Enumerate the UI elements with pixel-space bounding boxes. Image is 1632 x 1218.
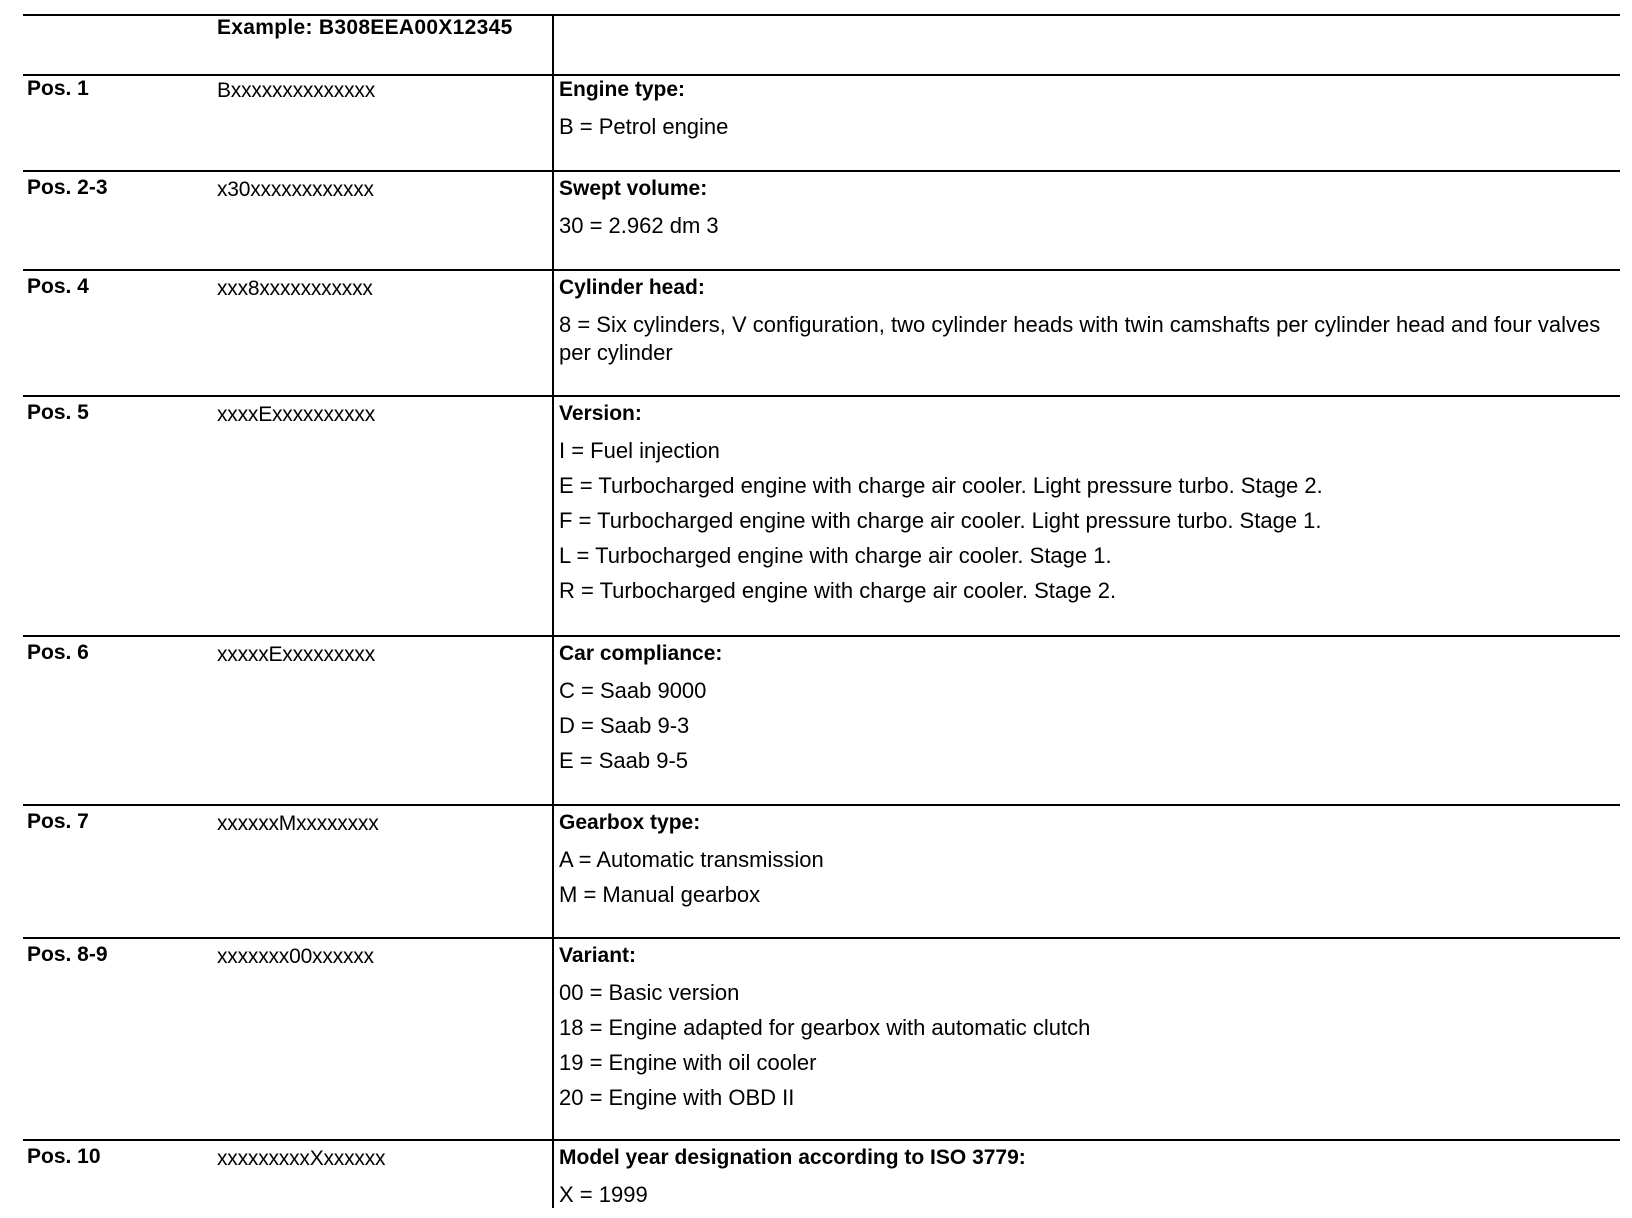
description-heading: Cylinder head: (559, 276, 705, 299)
description-line: A = Automatic transmission (559, 847, 824, 872)
description-line: 18 = Engine adapted for gearbox with automatic clutch (559, 1015, 1091, 1040)
description-line: 30 = 2.962 dm 3 (559, 213, 719, 238)
position-label: Pos. 4 (27, 275, 89, 298)
description-line: 8 = Six cylinders, V configuration, two cylinder heads with twin camshafts per cylinder head and four valves per cylinder (559, 312, 1601, 365)
description-line: E = Saab 9-5 (559, 748, 689, 773)
description-line: M = Manual gearbox (559, 882, 761, 907)
description-heading: Model year designation according to ISO 3779: (559, 1146, 1026, 1169)
code-pattern: xxxxxExxxxxxxxx (217, 643, 376, 666)
description-line: X = 1999 (559, 1182, 648, 1207)
description (559, 276, 1609, 374)
description (559, 402, 1609, 612)
description-line: 19 = Engine with oil cooler (559, 1050, 817, 1075)
description-line: C = Saab 9000 (559, 678, 707, 703)
row-divider (23, 170, 1620, 172)
code-pattern: Bxxxxxxxxxxxxxx (217, 79, 376, 102)
description-line: L = Turbocharged engine with charge air cooler. Stage 1. (559, 543, 1112, 568)
description-line: 00 = Basic version (559, 980, 740, 1005)
code-pattern: xxx8xxxxxxxxxxx (217, 277, 373, 300)
example-code: Example: B308EEA00X12345 (217, 16, 513, 39)
description-line: E = Turbocharged engine with charge air cooler. Light pressure turbo. Stage 2. (559, 473, 1323, 498)
position-label: Pos. 10 (27, 1145, 101, 1168)
position-label: Pos. 5 (27, 401, 89, 424)
description (559, 944, 1609, 1119)
description (559, 642, 1609, 782)
row-divider (23, 74, 1620, 76)
row-divider (23, 635, 1620, 637)
description-line: I = Fuel injection (559, 438, 720, 463)
description-heading: Gearbox type: (559, 811, 701, 834)
description-line: D = Saab 9-3 (559, 713, 690, 738)
code-pattern: x30xxxxxxxxxxxx (217, 178, 374, 201)
position-label: Pos. 2-3 (27, 176, 108, 199)
description-line: 20 = Engine with OBD II (559, 1085, 795, 1110)
description (559, 78, 1609, 148)
description (559, 811, 1609, 916)
row-divider (23, 395, 1620, 397)
description (559, 1146, 1609, 1216)
code-pattern: xxxxxxMxxxxxxxx (217, 812, 379, 835)
position-label: Pos. 8-9 (27, 943, 108, 966)
description-line: F = Turbocharged engine with charge air cooler. Light pressure turbo. Stage 1. (559, 508, 1322, 533)
code-pattern: xxxxExxxxxxxxxx (217, 403, 376, 426)
description-heading: Car compliance: (559, 642, 723, 665)
description-line: R = Turbocharged engine with charge air cooler. Stage 2. (559, 578, 1117, 603)
description-line: B = Petrol engine (559, 114, 729, 139)
description-heading: Variant: (559, 944, 637, 967)
row-divider (23, 937, 1620, 939)
row-divider (23, 804, 1620, 806)
position-label: Pos. 1 (27, 77, 89, 100)
description-heading: Version: (559, 402, 642, 425)
row-divider (23, 1139, 1620, 1141)
row-divider (23, 269, 1620, 271)
code-pattern: xxxxxxx00xxxxxx (217, 945, 374, 968)
description (559, 177, 1609, 247)
description-heading: Engine type: (559, 78, 686, 101)
position-label: Pos. 6 (27, 641, 89, 664)
code-pattern: xxxxxxxxxXxxxxxx (217, 1147, 386, 1170)
position-label: Pos. 7 (27, 810, 89, 833)
column-divider (552, 14, 554, 1208)
description-heading: Swept volume: (559, 177, 708, 200)
